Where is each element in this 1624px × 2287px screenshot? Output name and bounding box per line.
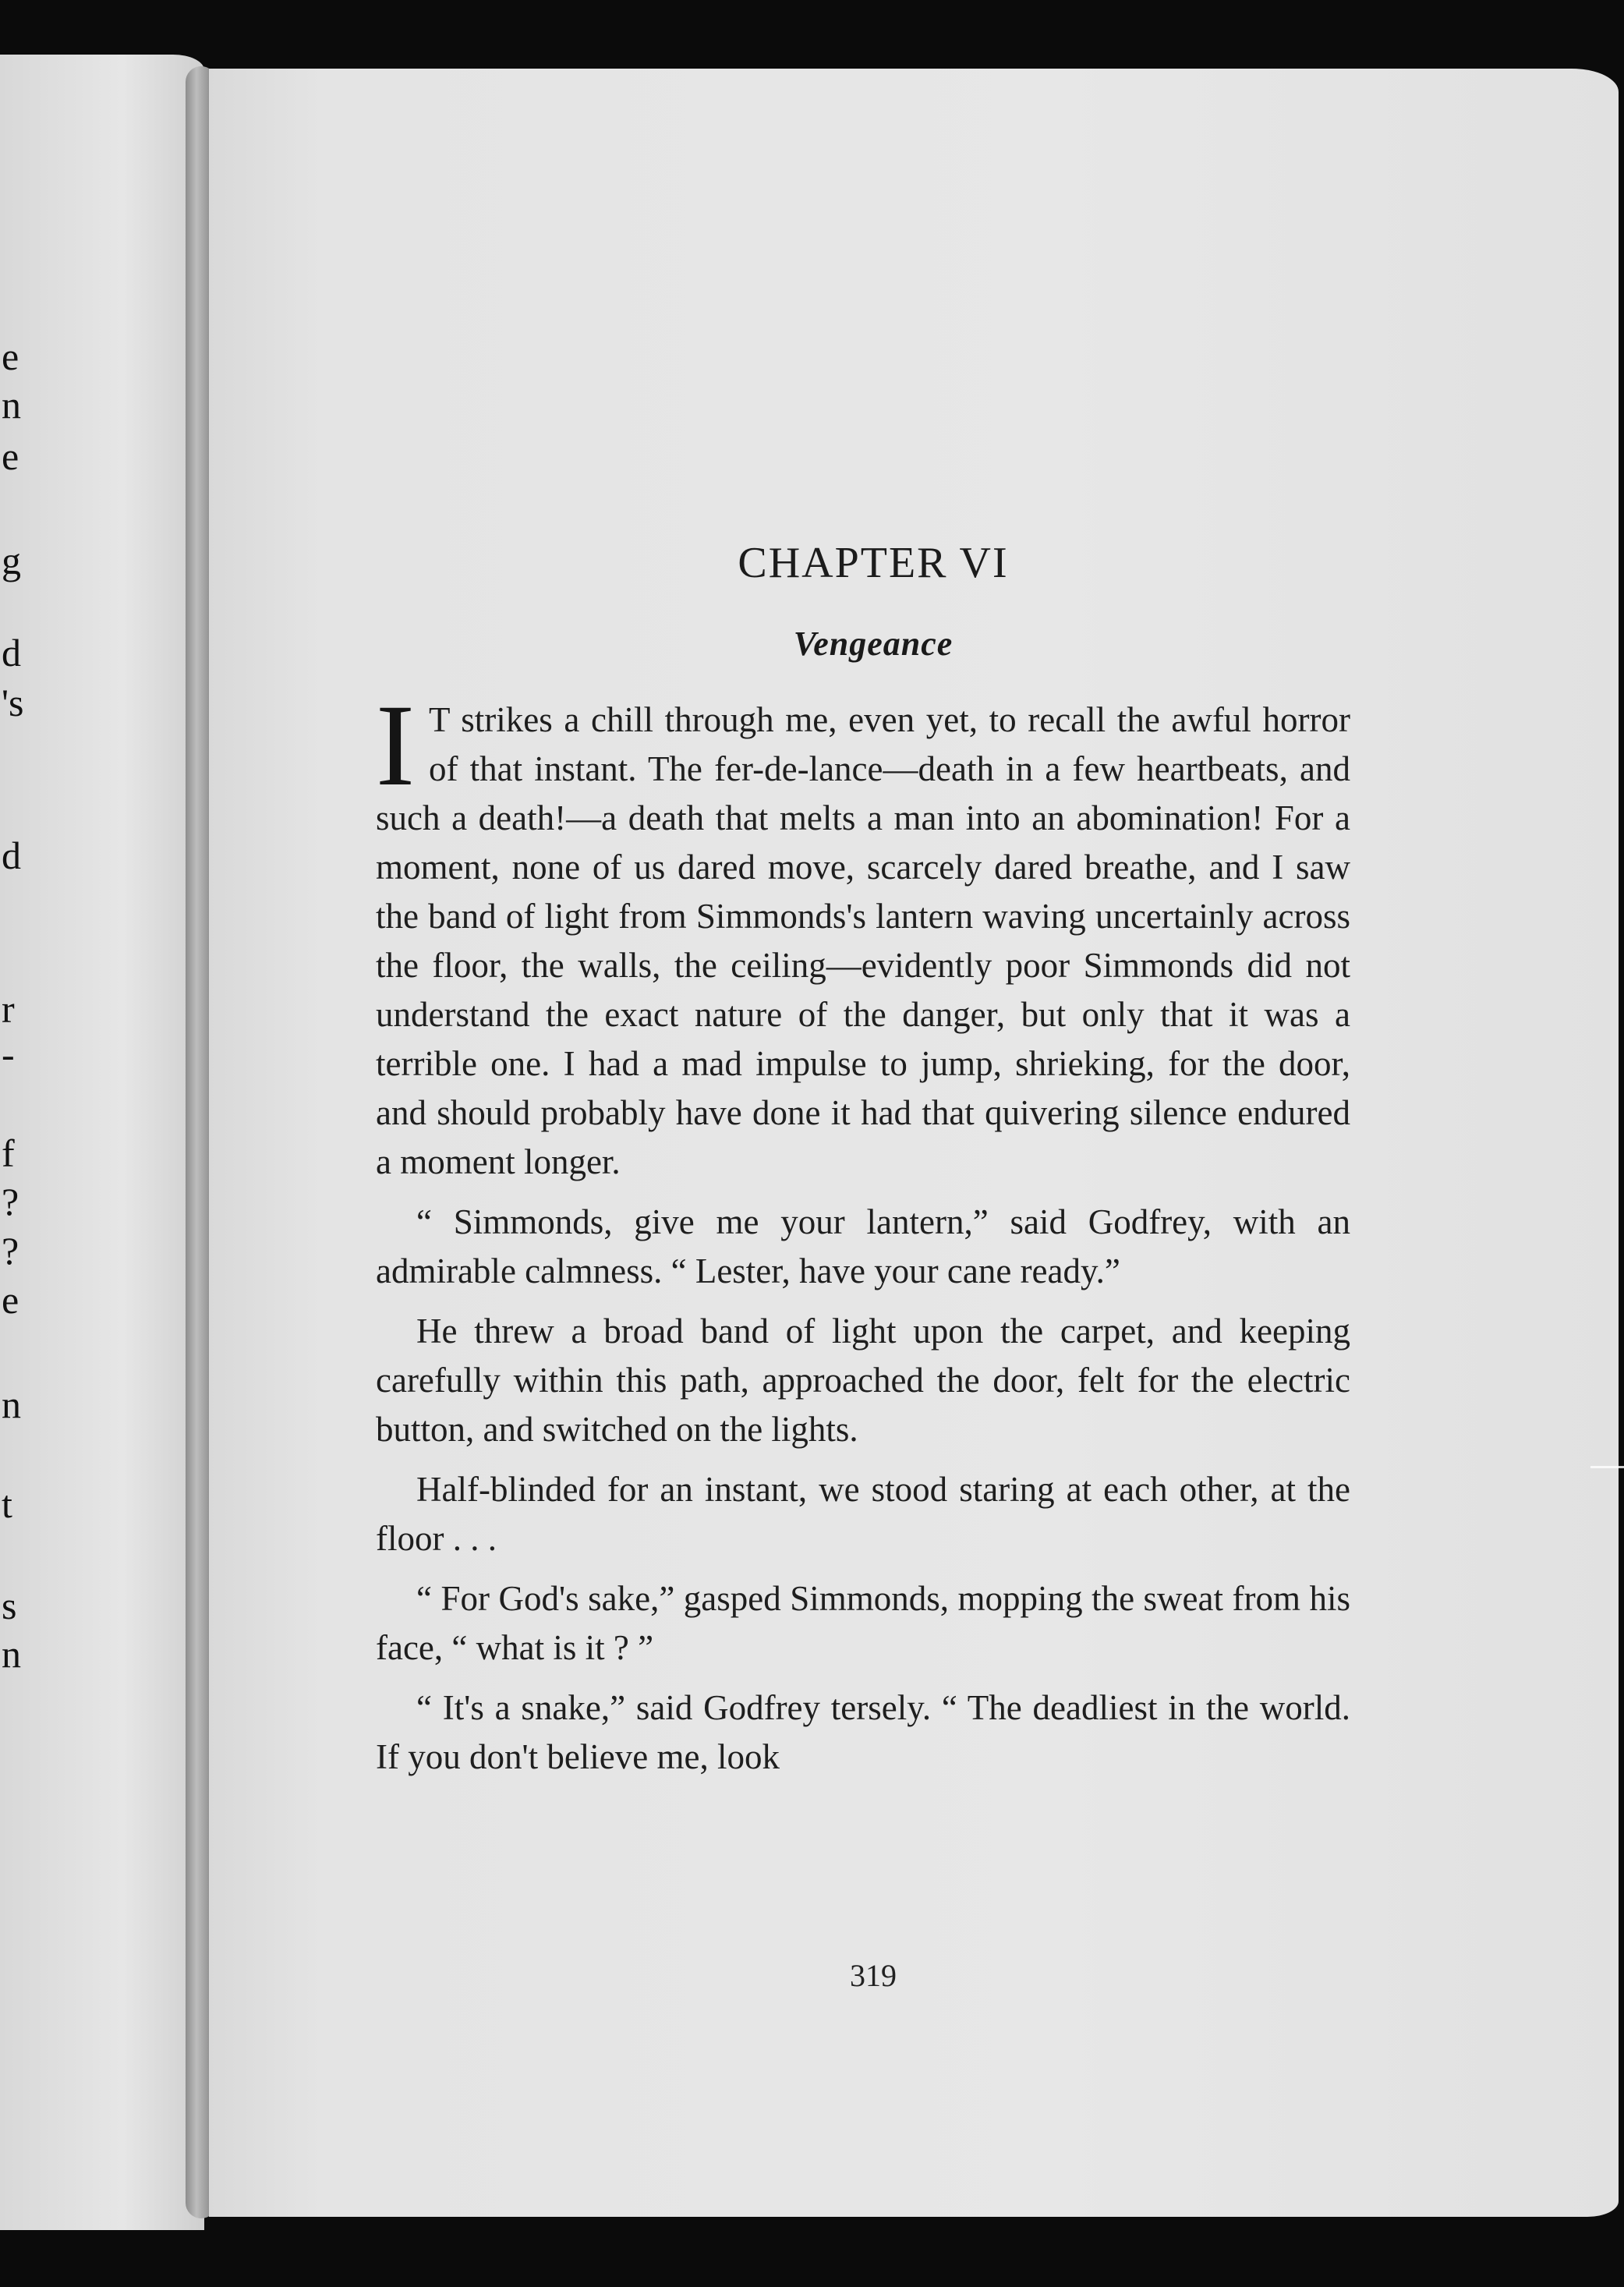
left-page-fragment: s <box>2 1584 17 1627</box>
left-page-fragment: d <box>2 631 21 674</box>
left-page-fragment: 's <box>2 681 24 724</box>
paragraph-4: Half-blinded for an instant, we stood staring at each other, at the floor . . . <box>376 1470 1350 1558</box>
margin-mark <box>1590 1466 1624 1468</box>
left-page-fragment: g <box>2 539 21 582</box>
left-page-fragment: f <box>2 1131 15 1175</box>
paragraph-2: “ Simmonds, give me your lantern,” said Godfrey, with an admirable calmness. “ Lester, have your cane ready.” <box>376 1202 1350 1290</box>
left-page-fragment: r <box>2 987 15 1031</box>
left-page-fragment: e <box>2 434 19 478</box>
left-page-fragment: d <box>2 834 21 877</box>
page-number: 319 <box>850 1958 897 1993</box>
left-page-fragment: t <box>2 1482 12 1526</box>
left-page-fragment: ? <box>2 1229 19 1273</box>
left-page-fragment: - <box>2 1032 15 1076</box>
paragraph-1-text: T strikes a chill through me, even yet, to recall the awful horror of that instant. The fer-de-lance—death in a few heartbeats, and such a death!—a death that melts a man into an abomination! For a moment, none of us dared move, scarcely dared breathe, and I saw the band of light from Simmonds's lantern waving uncertainly across the floor, the walls, the ceiling—evidently poor Simmonds did not understand the exact nature of the danger, but only that it was a terrible one. I had a mad impulse to jump, shrieking, for the door, and should probably have done it had that quivering silence endured a moment longer. <box>376 700 1350 1181</box>
left-page-fragment: n <box>2 383 21 427</box>
paragraph-1 <box>376 681 1350 1187</box>
chapter-title: CHAPTER VI <box>738 539 1009 587</box>
left-page-fragment: e <box>2 335 19 378</box>
paragraph-6: “ It's a snake,” said Godfrey tersely. “ The deadliest in the world. If you don't believe me, look <box>376 1688 1350 1776</box>
paragraph-3: He threw a broad band of light upon the carpet, and keeping carefully within this path, approached the door, felt for the electric button, and switched on the lights. <box>376 1312 1350 1449</box>
left-page-fragment: n <box>2 1382 21 1426</box>
chapter-subtitle: Vengeance <box>793 625 954 663</box>
chapter-body <box>376 681 1350 1782</box>
left-page-fragment: e <box>2 1278 19 1322</box>
left-page-fragment: n <box>2 1632 21 1676</box>
left-page <box>0 55 204 2230</box>
paragraph-5: “ For God's sake,” gasped Simmonds, mopping the sweat from his face, “ what is it ? ” <box>376 1579 1350 1667</box>
left-page-fragment: ? <box>2 1180 19 1223</box>
drop-cap: I <box>376 681 415 810</box>
